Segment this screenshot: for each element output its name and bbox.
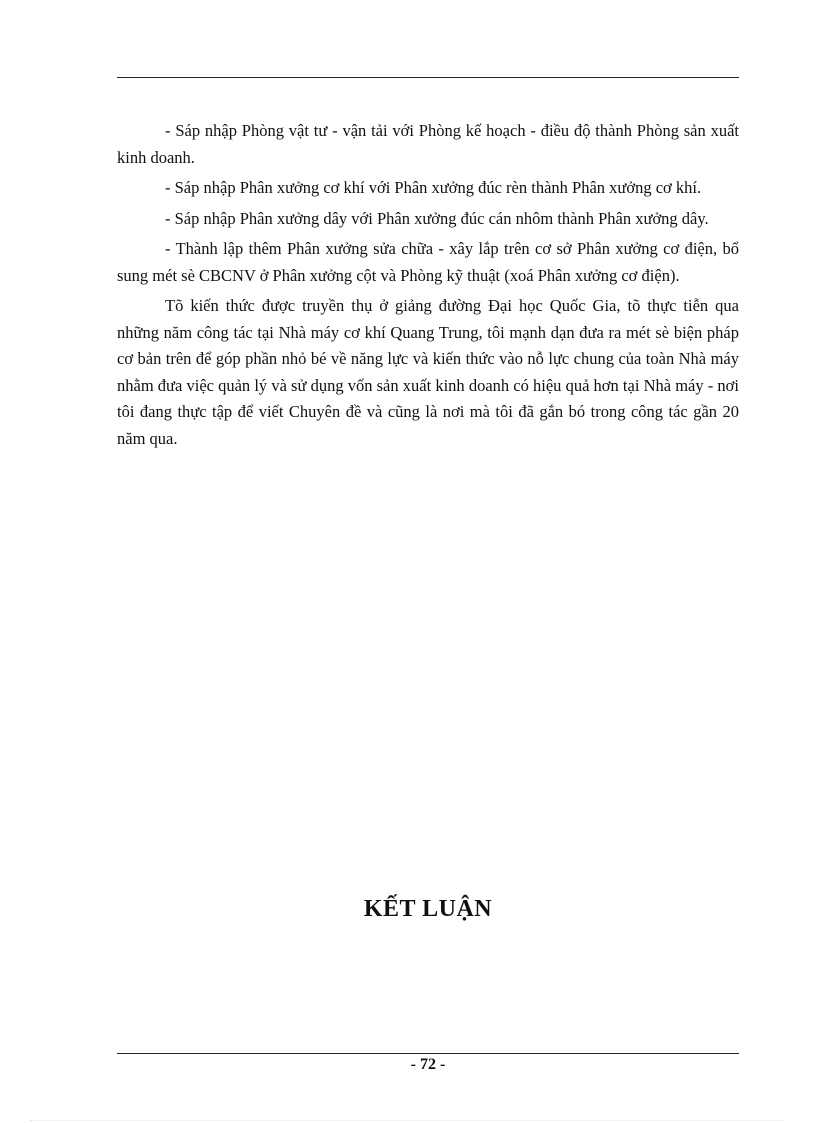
header-rule — [117, 77, 739, 78]
footer-rule — [117, 1053, 739, 1054]
section-heading: KẾT LUẬN — [363, 896, 493, 922]
paragraph-merge-wire-aluminium: - Sáp nhập Phân xưởng dây với Phân xưởng đúc cán nhôm thành Phân xưởng dây. — [165, 208, 709, 228]
paragraph-closing-remarks: Tõ kiến thức được truyền thụ ở giảng đường Đại học Quốc Gia, tõ thực tiễn qua những năm công tác tại Nhà máy cơ khí Quang Trung, tôi mạnh dạn đưa ra mét sè biện pháp cơ bản trên để góp phần nhỏ bé về năng lực và kiến thức vào nỗ lực chung của toàn Nhà máy nhằm đưa việc quản lý và sử dụng vốn sản xuất kinh doanh có hiệu quả hơn tại Nhà máy - nơi tôi đang thực tập để viết Chuyên đề và cũng là nơi mà tôi đã gắn bó trong công tác gần 20 năm qua. — [117, 296, 739, 448]
paragraph-merge-mechanical-casting: - Sáp nhập Phân xưởng cơ khí với Phân xưởng đúc rèn thành Phân xưởng cơ khí. — [165, 178, 702, 197]
paragraph-establish-repair-workshop: - Thành lập thêm Phân xưởng sửa chữa - xây lắp trên cơ sở Phân xưởng cơ điện, bổ sung mét sè CBCNV ở Phân xưởng cột và Phòng kỹ thuật (xoá Phân xưởng cơ điện). — [117, 239, 739, 285]
page-number: - 72 - — [410, 1056, 446, 1073]
page-edge-dots — [30, 1120, 786, 1121]
paragraph-merge-supply-planning: - Sáp nhập Phòng vật tư - vận tải với Phòng kế hoạch - điều độ thành Phòng sản xuất kinh doanh. — [117, 121, 739, 167]
body-text — [117, 118, 739, 456]
